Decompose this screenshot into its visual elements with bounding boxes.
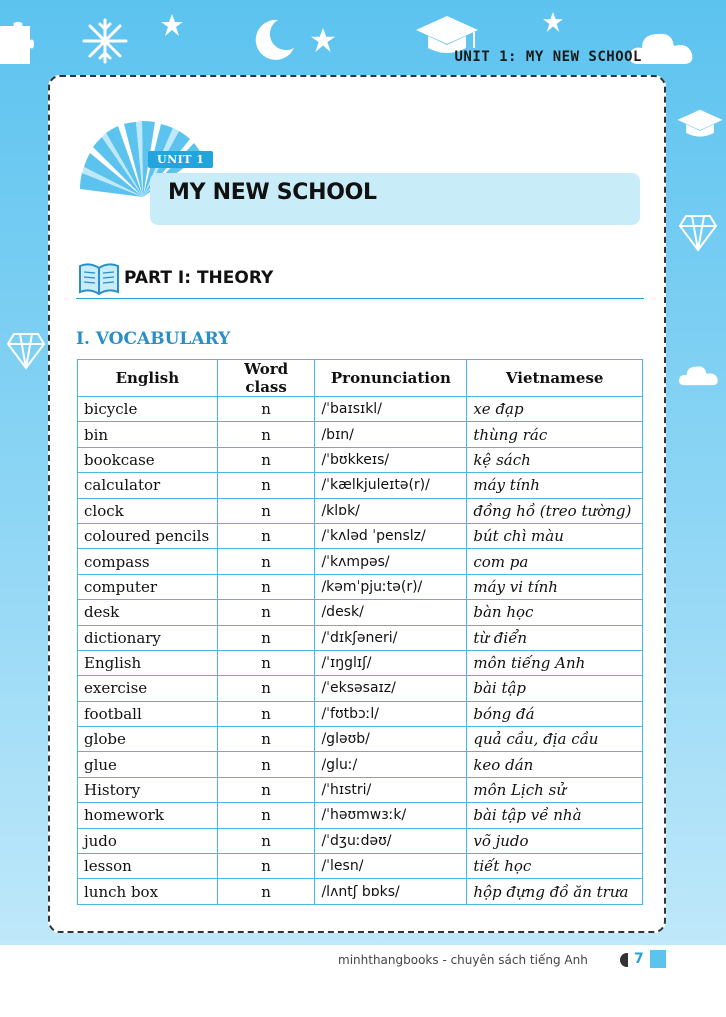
- pronunciation-cell: /bɪn/: [315, 422, 467, 447]
- word-class-cell: n: [217, 473, 315, 498]
- vietnamese-cell: bóng đá: [467, 701, 643, 726]
- diamond-icon: [6, 330, 46, 370]
- english-cell: bicycle: [78, 397, 218, 422]
- pronunciation-cell: /ˈbaɪsɪkl/: [315, 397, 467, 422]
- word-class-cell: n: [217, 650, 315, 675]
- vietnamese-cell: bài tập: [467, 676, 643, 701]
- table-row: [78, 854, 643, 879]
- english-cell: dictionary: [78, 625, 218, 650]
- part-heading: [76, 262, 644, 299]
- vietnamese-cell: võ judo: [467, 828, 643, 853]
- table-row: [78, 549, 643, 574]
- pronunciation-cell: /gluː/: [315, 752, 467, 777]
- vietnamese-cell: môn tiếng Anh: [467, 650, 643, 675]
- table-row: [78, 701, 643, 726]
- english-cell: glue: [78, 752, 218, 777]
- star-icon: [161, 14, 183, 36]
- table-row: [78, 422, 643, 447]
- pronunciation-cell: /ˈhɪstri/: [315, 777, 467, 802]
- star-icon: [543, 12, 563, 32]
- table-body: [78, 397, 643, 905]
- table-row: [78, 828, 643, 853]
- vocabulary-table: [77, 359, 643, 905]
- pronunciation-cell: /ˈhəʊmwɜːk/: [315, 803, 467, 828]
- word-class-cell: n: [217, 498, 315, 523]
- page-marker: [620, 953, 628, 967]
- pronunciation-cell: /ˈlesn/: [315, 854, 467, 879]
- english-cell: globe: [78, 727, 218, 752]
- word-class-cell: n: [217, 727, 315, 752]
- table-row: [78, 498, 643, 523]
- vietnamese-cell: com pa: [467, 549, 643, 574]
- english-cell: bin: [78, 422, 218, 447]
- english-cell: lesson: [78, 854, 218, 879]
- english-cell: exercise: [78, 676, 218, 701]
- english-cell: English: [78, 650, 218, 675]
- section-title: I. VOCABULARY: [76, 329, 231, 349]
- pronunciation-cell: /ˈeksəsaɪz/: [315, 676, 467, 701]
- table-row: [78, 727, 643, 752]
- table-row: [78, 650, 643, 675]
- word-class-cell: n: [217, 600, 315, 625]
- word-class-cell: n: [217, 625, 315, 650]
- word-class-cell: n: [217, 523, 315, 548]
- word-class-cell: n: [217, 422, 315, 447]
- pronunciation-cell: /lʌntʃ bɒks/: [315, 879, 467, 904]
- word-class-cell: n: [217, 752, 315, 777]
- english-cell: History: [78, 777, 218, 802]
- english-cell: homework: [78, 803, 218, 828]
- word-class-cell: n: [217, 879, 315, 904]
- vietnamese-cell: từ điển: [467, 625, 643, 650]
- table-row: [78, 397, 643, 422]
- pronunciation-cell: /gləʊb/: [315, 727, 467, 752]
- moon-icon: [252, 18, 296, 62]
- vietnamese-cell: xe đạp: [467, 397, 643, 422]
- page-title: MY NEW SCHOOL: [168, 180, 377, 205]
- word-class-cell: n: [217, 777, 315, 802]
- english-cell: computer: [78, 574, 218, 599]
- vietnamese-cell: đồng hồ (treo tường): [467, 498, 643, 523]
- word-class-cell: n: [217, 803, 315, 828]
- part-title: PART I: THEORY: [124, 268, 274, 288]
- vietnamese-cell: hộp đựng đồ ăn trưa: [467, 879, 643, 904]
- pronunciation-cell: /ˈdʒuːdəʊ/: [315, 828, 467, 853]
- vietnamese-cell: máy vi tính: [467, 574, 643, 599]
- page-tab: [650, 950, 666, 968]
- vietnamese-cell: bút chì màu: [467, 523, 643, 548]
- pronunciation-cell: /ˈfʊtbɔːl/: [315, 701, 467, 726]
- vietnamese-cell: thùng rác: [467, 422, 643, 447]
- pronunciation-cell: /ˈdɪkʃəneri/: [315, 625, 467, 650]
- pronunciation-cell: /ˈbʊkkeɪs/: [315, 447, 467, 472]
- pronunciation-cell: /desk/: [315, 600, 467, 625]
- vietnamese-cell: bàn học: [467, 600, 643, 625]
- table-row: [78, 523, 643, 548]
- table-row: [78, 676, 643, 701]
- vietnamese-cell: keo dán: [467, 752, 643, 777]
- vietnamese-cell: bài tập về nhà: [467, 803, 643, 828]
- table-row: [78, 803, 643, 828]
- vietnamese-cell: máy tính: [467, 473, 643, 498]
- table-row: [78, 625, 643, 650]
- english-cell: judo: [78, 828, 218, 853]
- word-class-cell: n: [217, 854, 315, 879]
- running-header: UNIT 1: MY NEW SCHOOL: [454, 49, 642, 65]
- graduation-cap-icon: [676, 108, 724, 142]
- pronunciation-cell: /klɒk/: [315, 498, 467, 523]
- column-header: Word class: [217, 360, 315, 397]
- word-class-cell: n: [217, 828, 315, 853]
- column-header: Vietnamese: [467, 360, 643, 397]
- table-row: [78, 600, 643, 625]
- english-cell: lunch box: [78, 879, 218, 904]
- word-class-cell: n: [217, 574, 315, 599]
- cloud-icon: [678, 360, 720, 388]
- pronunciation-cell: /ˈkʌləd ˈpenslz/: [315, 523, 467, 548]
- table-row: [78, 879, 643, 904]
- star-icon: [311, 28, 335, 52]
- puzzle-piece-icon: [0, 22, 34, 68]
- word-class-cell: n: [217, 549, 315, 574]
- open-book-icon: [78, 262, 120, 296]
- word-class-cell: n: [217, 447, 315, 472]
- table-header-row: [78, 360, 643, 397]
- pronunciation-cell: /kəmˈpjuːtə(r)/: [315, 574, 467, 599]
- content-card: [48, 75, 666, 933]
- pronunciation-cell: /ˈkʌmpəs/: [315, 549, 467, 574]
- english-cell: calculator: [78, 473, 218, 498]
- snowflake-icon: [82, 18, 128, 64]
- table-row: [78, 777, 643, 802]
- diamond-icon: [678, 212, 718, 252]
- table-row: [78, 473, 643, 498]
- table-row: [78, 752, 643, 777]
- table-row: [78, 574, 643, 599]
- table-row: [78, 447, 643, 472]
- page-number: 7: [634, 951, 644, 967]
- word-class-cell: n: [217, 701, 315, 726]
- pronunciation-cell: /ˈkælkjuleɪtə(r)/: [315, 473, 467, 498]
- vietnamese-cell: kệ sách: [467, 447, 643, 472]
- english-cell: desk: [78, 600, 218, 625]
- english-cell: coloured pencils: [78, 523, 218, 548]
- footer-text: minhthangbooks - chuyên sách tiếng Anh: [338, 953, 588, 967]
- column-header: English: [78, 360, 218, 397]
- unit-badge: UNIT 1: [148, 151, 213, 168]
- vietnamese-cell: tiết học: [467, 854, 643, 879]
- pronunciation-cell: /ˈɪŋglɪʃ/: [315, 650, 467, 675]
- word-class-cell: n: [217, 397, 315, 422]
- word-class-cell: n: [217, 676, 315, 701]
- english-cell: compass: [78, 549, 218, 574]
- english-cell: clock: [78, 498, 218, 523]
- vietnamese-cell: quả cầu, địa cầu: [467, 727, 643, 752]
- vietnamese-cell: môn Lịch sử: [467, 777, 643, 802]
- english-cell: football: [78, 701, 218, 726]
- column-header: Pronunciation: [315, 360, 467, 397]
- english-cell: bookcase: [78, 447, 218, 472]
